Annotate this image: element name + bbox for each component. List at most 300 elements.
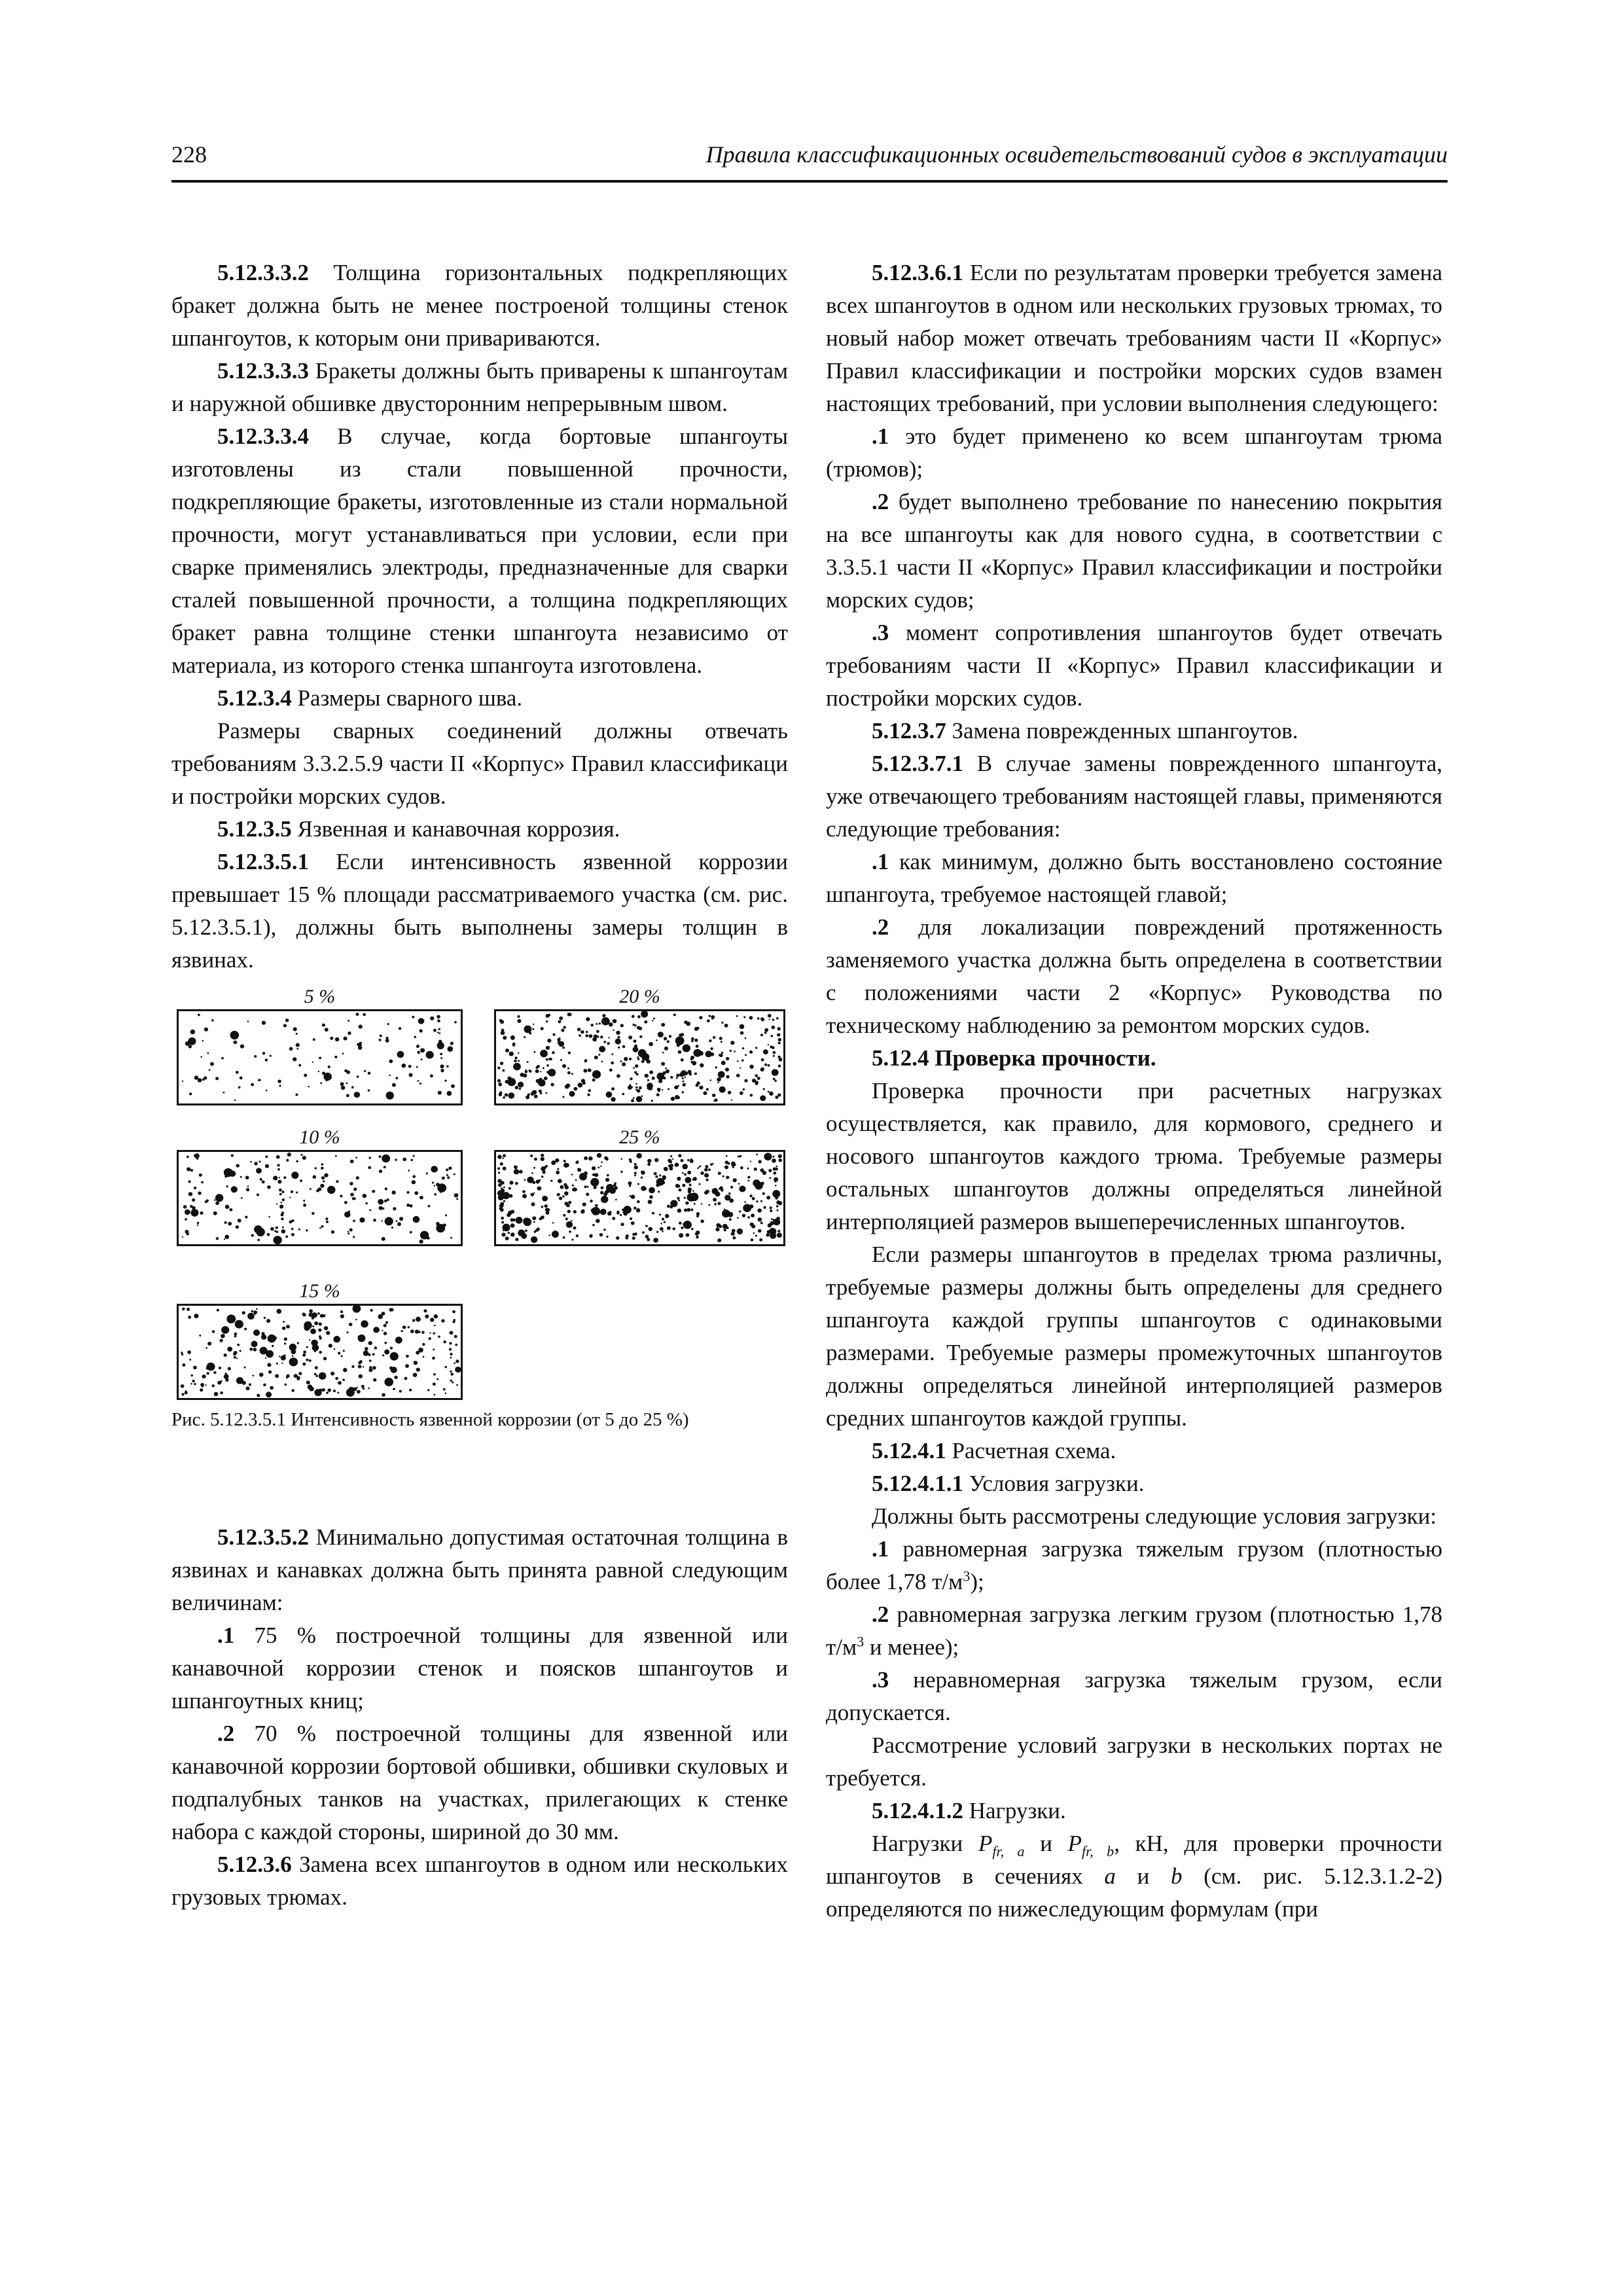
pit-dot: [676, 1077, 678, 1079]
pit-dot: [194, 1075, 199, 1079]
pit-dot: [433, 1382, 436, 1386]
pit-dot: [194, 1187, 196, 1189]
pit-dot: [326, 1074, 329, 1077]
pit-dot: [308, 1086, 310, 1087]
pit-dot: [306, 1229, 308, 1231]
pit-dot: [755, 1235, 757, 1237]
pit-dot: [772, 1018, 775, 1020]
pit-dot: [372, 1366, 376, 1370]
pit-dot: [418, 1018, 425, 1024]
pit-dot: [231, 1186, 238, 1193]
pit-dot: [240, 1350, 241, 1352]
pit-dot: [292, 1355, 294, 1356]
pit-dot: [696, 1212, 700, 1215]
pit-dot: [427, 1389, 429, 1391]
pit-dot: [393, 1388, 395, 1390]
pit-dot: [340, 1314, 344, 1318]
pit-dot: [718, 1172, 721, 1175]
pit-dot: [560, 1185, 563, 1189]
pit-dot: [668, 1227, 669, 1229]
pit-dot: [622, 1211, 626, 1213]
pit-dot: [440, 1052, 442, 1055]
pit-dot: [267, 1185, 271, 1189]
pit-dot: [550, 1179, 552, 1181]
pit-dot: [262, 1180, 265, 1183]
pit-dot: [676, 1073, 679, 1077]
pit-dot: [726, 1227, 728, 1229]
pit-dot: [681, 1058, 684, 1062]
pit-dot: [691, 1228, 694, 1230]
pit-dot: [205, 1347, 207, 1349]
pit-dot: [450, 1353, 452, 1355]
pit-dot: [502, 1069, 505, 1072]
pit-dot: [418, 1080, 419, 1082]
pit-dot: [730, 1050, 732, 1052]
pit-dot: [312, 1325, 314, 1327]
pit-dot: [709, 1039, 711, 1042]
pit-dot: [577, 1083, 582, 1087]
pit-dot: [522, 1194, 527, 1198]
pit-dot: [281, 1211, 284, 1214]
pit-dot: [724, 1165, 728, 1169]
paragraph-text: и: [1024, 1831, 1068, 1856]
paragraph-text: неравномерная загрузка тяжелым грузом, если допускается.: [826, 1667, 1442, 1725]
pit-dot: [764, 1153, 772, 1160]
pit-dot: [508, 1211, 512, 1215]
pit-dot: [693, 1049, 701, 1057]
pit-dot: [287, 1153, 291, 1157]
pit-dot: [270, 1386, 274, 1390]
pit-dot: [438, 1032, 440, 1034]
pit-dot: [408, 1170, 410, 1172]
pit-dot: [346, 1083, 348, 1085]
pit-dot: [194, 1314, 198, 1318]
pit-dot: [724, 1229, 726, 1231]
pit-dot: [437, 1183, 446, 1192]
pit-dot: [368, 1089, 370, 1091]
pit-dot: [253, 1310, 257, 1314]
pit-dot: [277, 1079, 281, 1083]
pit-dot: [630, 1217, 632, 1220]
pit-dot: [694, 1073, 697, 1075]
pit-dot: [637, 1058, 639, 1060]
pit-dot: [236, 1357, 238, 1359]
pit-dot: [434, 1393, 436, 1395]
pit-dot: [310, 1329, 316, 1335]
paragraph: [171, 1717, 788, 1848]
pit-dot: [697, 1168, 699, 1169]
pit-dot: [246, 1188, 249, 1191]
pit-dot: [338, 1352, 340, 1354]
pit-dot: [296, 1376, 300, 1379]
pit-dot: [250, 1161, 252, 1163]
pit-dot: [703, 1091, 707, 1095]
clause-number: 5.12.3.5.1: [217, 849, 309, 874]
pit-dot: [637, 1089, 641, 1092]
pit-dot: [548, 1234, 550, 1236]
pit-dot: [713, 1036, 715, 1039]
pit-dot: [353, 1187, 357, 1191]
running-title: Правила классификационных освидетельствований судов в эксплуатации: [705, 141, 1448, 168]
pit-dot: [597, 1153, 601, 1158]
pit-dot: [763, 1049, 768, 1054]
pit-dot: [387, 1023, 389, 1025]
clause-number: 5.12.3.6: [217, 1852, 292, 1877]
pit-dot: [552, 1222, 554, 1223]
pit-dot: [313, 1038, 315, 1041]
pit-dot: [379, 1039, 382, 1041]
pit-dot: [552, 1051, 555, 1054]
pit-dot: [264, 1317, 266, 1319]
right-column: [826, 257, 1442, 1926]
pit-dot: [726, 1175, 729, 1179]
pit-dot: [326, 1221, 329, 1223]
clause-number: 5.12.3.3.4: [217, 423, 309, 449]
pit-dot: [449, 1342, 452, 1344]
pit-dot: [368, 1157, 371, 1158]
pit-dot: [512, 1219, 515, 1221]
pit-dot: [230, 1031, 240, 1039]
pit-dot: [363, 1366, 365, 1367]
pit-dot: [312, 1341, 314, 1344]
pit-dot: [776, 1166, 777, 1168]
pit-dot: [726, 1155, 728, 1157]
pit-dot: [503, 1187, 505, 1189]
pit-dot: [601, 1198, 603, 1200]
pit-dot: [634, 1163, 637, 1166]
pit-dot: [346, 1094, 349, 1098]
pit-dot: [296, 1191, 298, 1193]
pit-dot: [421, 1331, 425, 1333]
pit-dot: [315, 1167, 317, 1169]
pit-dot: [384, 1200, 387, 1202]
pit-dot: [660, 1223, 662, 1224]
pit-dot: [257, 1239, 260, 1242]
pit-dot: [207, 1342, 211, 1346]
pit-dot: [755, 1047, 757, 1049]
pit-dot: [308, 1312, 313, 1317]
pit-dot: [599, 1046, 605, 1052]
paragraph: Рассмотрение условий загрузки в нескольких портах не требуется.: [826, 1732, 1442, 1791]
pit-dot: [361, 1385, 365, 1388]
paragraph-text: Замена всех шпангоутов в одном или нескольких грузовых трюмах.: [171, 1852, 788, 1910]
paragraph: [826, 715, 1442, 747]
pit-dot: [341, 1086, 346, 1090]
clause-number: 5.12.3.5: [217, 816, 292, 842]
pit-dot: [369, 1209, 371, 1211]
pit-dot: [587, 1094, 590, 1096]
pit-dot: [187, 1167, 190, 1171]
pit-dot: [236, 1164, 240, 1167]
pit-dot: [238, 1086, 241, 1089]
pit-dot: [449, 1348, 452, 1351]
paragraph: [171, 846, 788, 977]
pit-dot: [234, 1100, 236, 1101]
pit-dot: [510, 1232, 515, 1236]
pit-dot: [566, 1083, 571, 1087]
pit-dot: [620, 1158, 622, 1159]
pit-dot: [185, 1041, 190, 1046]
pit-dot: [732, 1236, 736, 1240]
pit-dot: [588, 1068, 592, 1072]
pit-dot: [224, 1374, 229, 1379]
pit-dot: [267, 1363, 271, 1367]
pit-dot: [229, 1170, 236, 1177]
pit-dot: [595, 1204, 598, 1207]
pit-dot: [747, 1179, 749, 1181]
pit-dot: [497, 1067, 500, 1069]
pit-dot: [738, 1183, 740, 1185]
pit-dot: [609, 1022, 613, 1026]
pit-dot: [696, 1045, 699, 1048]
pit-dot: [353, 1197, 356, 1200]
pit-dot: [768, 1223, 772, 1227]
pit-dot: [729, 1198, 734, 1203]
pit-dot: [429, 1332, 431, 1333]
pit-dot: [710, 1163, 713, 1166]
pit-dot: [679, 1189, 682, 1192]
pit-dot: [503, 1158, 505, 1159]
pit-dot: [531, 1172, 533, 1174]
pit-dot: [342, 1052, 344, 1054]
pit-dot: [247, 1313, 255, 1319]
pit-dot: [756, 1200, 758, 1202]
pit-dot: [694, 1039, 698, 1042]
pit-dot: [563, 1183, 567, 1187]
pit-dot: [777, 1232, 782, 1238]
pit-dot: [433, 1332, 435, 1334]
pit-dot: [734, 1050, 736, 1052]
pit-dot: [225, 1205, 230, 1209]
pit-dot: [659, 1213, 661, 1215]
pit-dot: [773, 1078, 776, 1081]
pit-dot: [432, 1357, 435, 1360]
pit-dot: [443, 1388, 446, 1391]
pit-dot: [540, 1050, 548, 1058]
pit-dot: [498, 1194, 504, 1200]
pit-dot: [320, 1082, 322, 1084]
pit-dot: [181, 1384, 185, 1388]
pit-dot: [533, 1051, 535, 1053]
page-header: [171, 141, 1448, 183]
paragraph-text: Размеры сварного шва.: [291, 685, 523, 711]
pit-dot: [590, 1200, 593, 1202]
pit-dot: [758, 1229, 762, 1232]
pit-dot: [586, 1031, 588, 1033]
pit-dot: [351, 1365, 354, 1368]
pit-dot: [326, 1331, 330, 1335]
pit-dot: [769, 1177, 771, 1179]
pit-dot: [590, 1234, 593, 1236]
pitting-sample: [494, 1150, 785, 1246]
pit-dot: [289, 1047, 293, 1051]
pit-dot: [738, 1156, 740, 1158]
pit-dot: [565, 1163, 569, 1168]
pit-dot: [546, 1020, 548, 1022]
pit-dot: [721, 1041, 722, 1043]
pit-dot: [350, 1160, 354, 1164]
pit-dot: [740, 1091, 743, 1095]
pit-dot: [625, 1236, 627, 1238]
item-number: .2: [872, 1602, 889, 1627]
pit-dot: [642, 1231, 645, 1234]
pit-dot: [265, 1155, 268, 1158]
pit-dot: [602, 1014, 605, 1017]
pit-dot: [319, 1227, 321, 1229]
pit-dot: [425, 1314, 429, 1318]
pit-dot: [776, 1017, 779, 1020]
pit-dot: [573, 1227, 576, 1230]
pit-dot: [220, 1391, 223, 1394]
pit-dot: [777, 1027, 781, 1030]
pit-dot: [437, 1042, 444, 1049]
pit-dot: [385, 1321, 388, 1324]
pit-dot: [498, 1183, 502, 1187]
pit-dot: [729, 1218, 732, 1221]
pit-dot: [719, 1054, 723, 1057]
pit-dot: [705, 1165, 708, 1168]
pit-dot: [497, 1167, 500, 1170]
pit-dot: [778, 1230, 781, 1232]
pit-dot: [637, 1200, 640, 1204]
pit-dot: [558, 1179, 562, 1183]
paragraph-text: Нагрузки.: [963, 1798, 1066, 1823]
pit-dot: [518, 1230, 525, 1237]
pit-dot: [361, 1320, 368, 1327]
paragraph: [171, 1521, 788, 1619]
pit-dot: [545, 1092, 547, 1094]
pit-dot: [283, 1024, 287, 1027]
pit-dot: [275, 1374, 279, 1378]
pit-dot: [245, 1175, 249, 1179]
pit-dot: [741, 1059, 744, 1061]
pit-dot: [647, 1079, 649, 1081]
pit-dot: [221, 1334, 225, 1338]
pit-dot: [620, 1223, 624, 1226]
pit-dot: [573, 1087, 577, 1091]
pit-dot: [656, 1073, 664, 1081]
pit-dot: [414, 1036, 416, 1038]
pit-dot: [436, 1222, 440, 1226]
pit-dot: [327, 1186, 336, 1194]
pit-dot: [245, 1215, 247, 1218]
pit-dot: [571, 1174, 573, 1175]
pit-dot: [416, 1066, 418, 1068]
pit-dot: [340, 1310, 343, 1313]
paragraph-text: и менее);: [864, 1634, 959, 1660]
pit-dot: [259, 1372, 264, 1376]
pit-dot: [568, 1201, 571, 1204]
pit-dot: [770, 1210, 772, 1212]
paragraph: [826, 617, 1442, 715]
pit-dot: [670, 1076, 673, 1079]
pit-dot: [581, 1079, 585, 1083]
pit-dot: [633, 1207, 637, 1210]
pit-dot: [743, 1088, 745, 1090]
pit-dot: [711, 1018, 713, 1020]
pit-dot: [293, 1057, 296, 1061]
pit-dot: [747, 1175, 750, 1178]
pit-dot: [441, 1319, 444, 1322]
pit-dot: [755, 1081, 758, 1084]
pit-dot: [742, 1214, 746, 1217]
pit-dot: [776, 1200, 780, 1204]
pit-dot: [227, 1346, 232, 1352]
pit-dot: [555, 1158, 559, 1162]
pit-dot: [382, 1393, 385, 1397]
pit-dot: [586, 1193, 589, 1196]
pit-dot: [641, 1011, 648, 1018]
pit-dot: [562, 1064, 566, 1068]
pit-dot: [410, 1159, 413, 1161]
pit-dot: [217, 1309, 219, 1312]
pit-dot: [557, 1168, 559, 1170]
pit-dot: [641, 1095, 643, 1097]
pit-dot: [189, 1359, 191, 1361]
pit-dot: [224, 1235, 229, 1240]
pit-dot: [568, 1013, 571, 1016]
pit-dot: [286, 1159, 289, 1162]
pit-dot: [419, 1196, 423, 1200]
pit-dot: [708, 1168, 711, 1171]
pit-dot: [238, 1219, 241, 1223]
pit-dot: [351, 1086, 354, 1088]
pit-dot: [509, 1181, 513, 1185]
pit-dot: [181, 1393, 184, 1395]
pit-dot: [634, 1172, 637, 1174]
pit-dot: [689, 1073, 692, 1075]
pit-dot: [392, 1083, 396, 1087]
pit-dot: [548, 1014, 550, 1016]
pit-dot: [282, 1198, 285, 1201]
pit-dot: [749, 1194, 752, 1197]
pit-dot: [777, 1094, 781, 1097]
pit-dot: [601, 1186, 604, 1189]
pit-dot: [577, 1160, 579, 1163]
pit-dot: [446, 1091, 452, 1096]
pit-dot: [541, 1206, 543, 1208]
pit-dot: [342, 1378, 345, 1381]
pit-dot: [385, 1217, 393, 1225]
pit-dot: [722, 1175, 724, 1177]
pit-dot: [775, 1196, 778, 1200]
pit-dot: [597, 1035, 599, 1037]
pit-dot: [369, 1366, 372, 1369]
pit-dot: [524, 1026, 531, 1033]
pit-dot: [384, 1350, 389, 1355]
pit-dot: [226, 1185, 228, 1187]
pit-dot: [501, 1217, 504, 1220]
pit-dot: [766, 1233, 770, 1236]
pit-dot: [318, 1329, 321, 1332]
paragraph: Размеры сварных соединений должны отвечать требованиям 3.3.2.5.9 части II «Корпус» Правил классификаци и постройки морских судов.: [171, 718, 788, 809]
pit-dot: [190, 1383, 192, 1384]
pit-dot: [656, 1039, 658, 1041]
pit-dot: [389, 1075, 391, 1076]
pit-dot: [686, 1233, 690, 1237]
pit-dot: [454, 1174, 455, 1175]
pit-dot: [719, 1037, 722, 1040]
pit-dot: [333, 1390, 336, 1392]
pit-dot: [684, 1197, 686, 1199]
pit-dot: [768, 1044, 769, 1045]
pit-dot: [768, 1169, 772, 1172]
pit-dot: [385, 1092, 393, 1100]
pit-dot: [369, 1359, 372, 1362]
pit-dot: [682, 1184, 685, 1187]
pit-dot: [684, 1208, 687, 1211]
pit-dot: [628, 1085, 632, 1090]
